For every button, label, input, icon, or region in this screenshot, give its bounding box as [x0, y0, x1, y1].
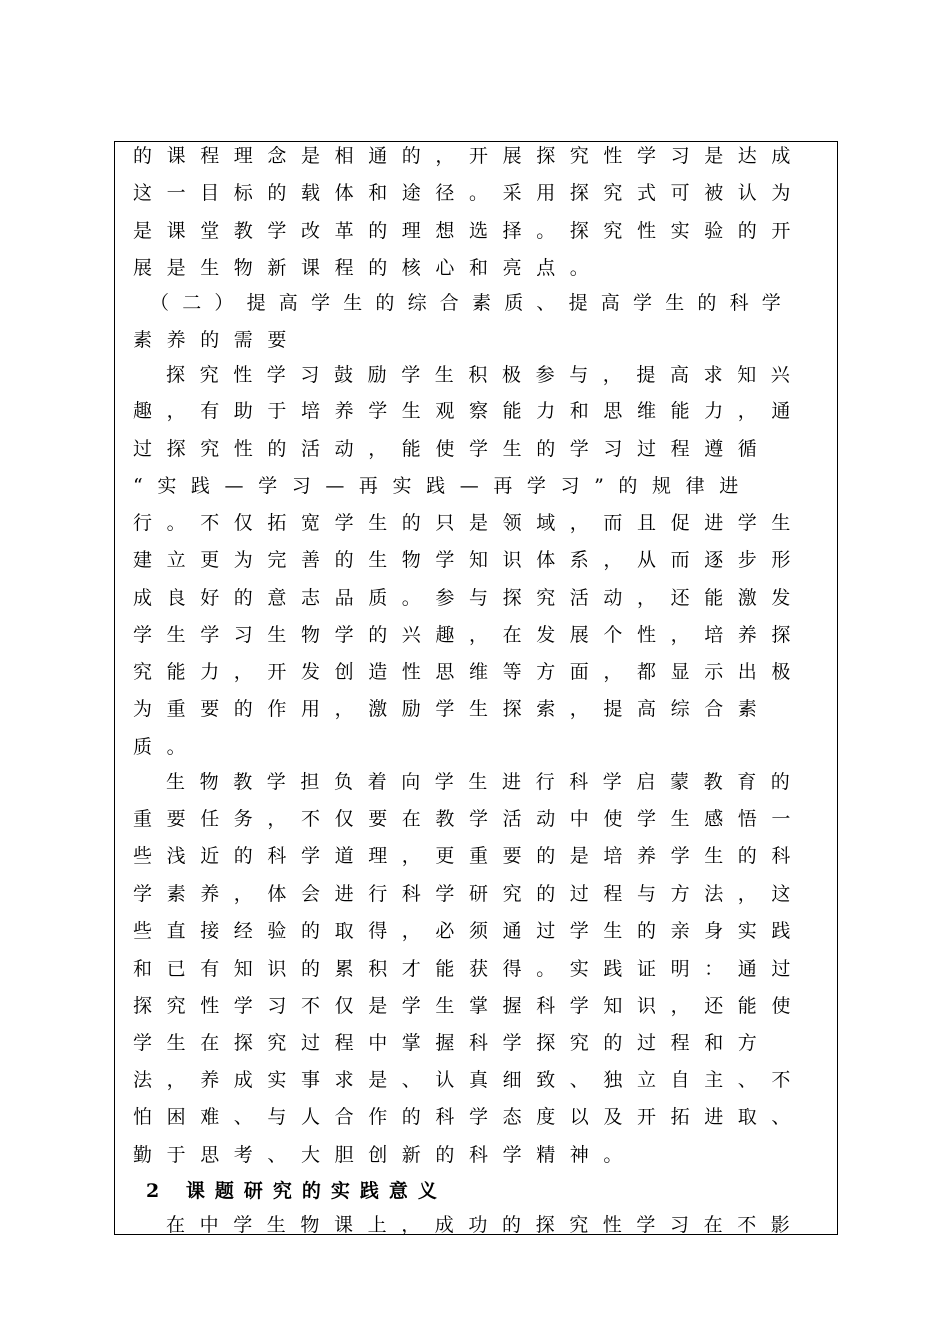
- text-line: 探究性学习鼓励学生积极参与，提高求知兴: [166, 364, 805, 386]
- text-line: 怕困难、与人合作的科学态度以及开拓进取、: [133, 1106, 806, 1128]
- text-line: 行。不仅拓宽学生的只是领域，而且促进学生: [133, 512, 806, 534]
- text-line: 些直接经验的取得，必须通过学生的亲身实践: [133, 920, 806, 942]
- text-line: 究能力，开发创造性思维等方面，都显示出极: [133, 661, 806, 683]
- subheading-line: 素养的需要: [133, 329, 302, 351]
- text-line: 质。: [133, 736, 201, 758]
- text-line: 建立更为完善的生物学知识体系，从而逐步形: [133, 549, 806, 571]
- text-line: 和已有知识的累积才能获得。实践证明：通过: [133, 958, 806, 980]
- text-line: “实践—学习—再实践—再学习”的规律进: [133, 475, 753, 497]
- text-line: 勤于思考、大胆创新的科学精神。: [133, 1144, 638, 1166]
- text-line: 学生学习生物学的兴趣，在发展个性，培养探: [133, 624, 806, 646]
- text-line: 学素养，体会进行科学研究的过程与方法，这: [133, 883, 806, 905]
- text-line: 法，养成实事求是、认真细致、独立自主、不: [133, 1069, 806, 1091]
- text-line: 成良好的意志品质。参与探究活动，还能激发: [133, 587, 806, 609]
- text-line: 展是生物新课程的核心和亮点。: [133, 257, 604, 279]
- section-heading: 2 课题研究的实践意义: [146, 1180, 447, 1202]
- text-line: 是课堂教学改革的理想选择。探究性实验的开: [133, 220, 806, 242]
- text-line: 这一目标的载体和途径。采用探究式可被认为: [133, 182, 806, 204]
- subheading-line: （二）提高学生的综合素质、提高学生的科学: [150, 292, 795, 314]
- text-line: 探究性学习不仅是学生掌握科学知识，还能使: [133, 995, 806, 1017]
- text-line: 过探究性的活动，能使学生的学习过程遵循: [133, 438, 772, 460]
- text-line: 为重要的作用，激励学生探索，提高综合素: [133, 698, 772, 720]
- text-line: 生物教学担负着向学生进行科学启蒙教育的: [166, 771, 805, 793]
- text-line: 在中学生物课上，成功的探究性学习在不影: [166, 1214, 805, 1236]
- text-line: 些浅近的科学道理，更重要的是培养学生的科: [133, 845, 806, 867]
- text-line: 的课程理念是相通的，开展探究性学习是达成: [133, 145, 806, 167]
- text-line: 重要任务，不仅要在教学活动中使学生感悟一: [133, 808, 806, 830]
- text-line: 学生在探究过程中掌握科学探究的过程和方: [133, 1032, 772, 1054]
- text-line: 趣，有助于培养学生观察能力和思维能力，通: [133, 400, 806, 422]
